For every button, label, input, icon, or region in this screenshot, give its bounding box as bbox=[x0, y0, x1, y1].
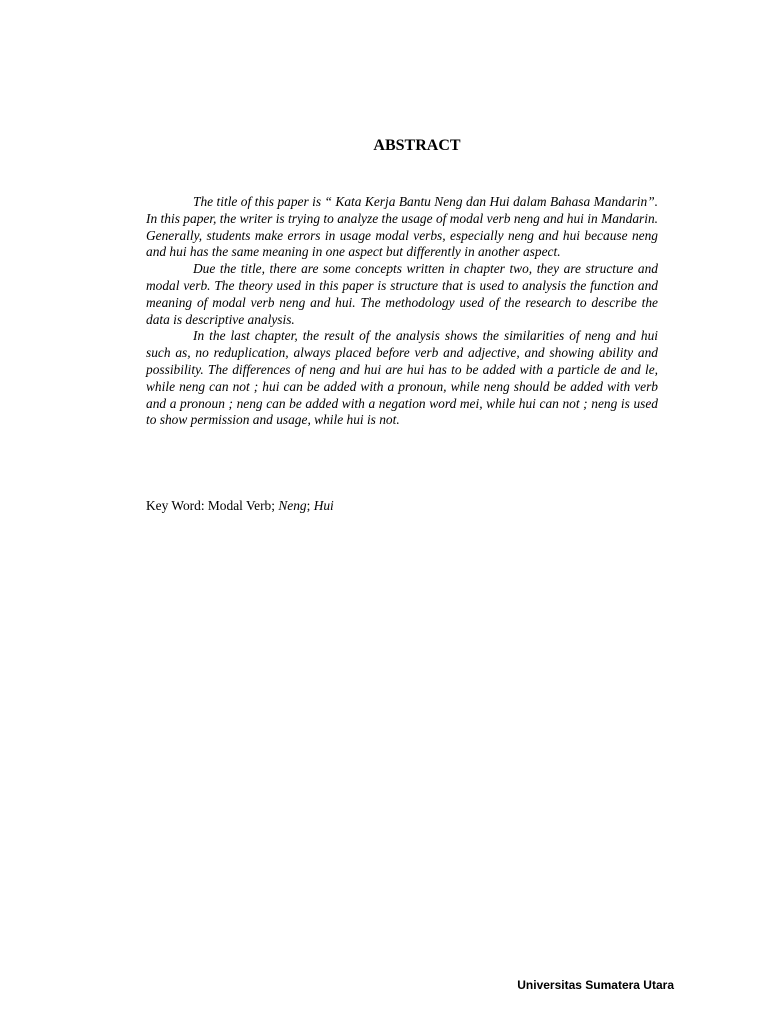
abstract-paragraph-1: The title of this paper is “ Kata Kerja Bantu Neng dan Hui dalam Bahasa Mandarin”. In this paper, the writer is trying to analyze the usage of modal verb neng and hui in Mandarin. Generally, students make errors in usage modal verbs, especially neng and hui because neng and hui has the same meaning in one aspect but differently in another aspect. bbox=[146, 194, 658, 260]
abstract-body bbox=[146, 194, 658, 429]
keywords-label: Key Word: Modal Verb; bbox=[146, 498, 275, 513]
keyword-neng: Neng bbox=[278, 498, 307, 513]
keywords-line bbox=[146, 498, 334, 515]
keyword-separator: ; bbox=[306, 498, 311, 513]
keyword-hui: Hui bbox=[313, 498, 334, 513]
abstract-paragraph-2: Due the title, there are some concepts written in chapter two, they are structure and modal verb. The theory used in this paper is structure that is used to analysis the function and meaning of modal verb neng and hui. The methodology used of the research to describe the data is descriptive analysis. bbox=[146, 261, 658, 327]
university-footer: Universitas Sumatera Utara bbox=[517, 978, 674, 992]
abstract-title: ABSTRACT bbox=[373, 137, 461, 154]
abstract-paragraph-3: In the last chapter, the result of the analysis shows the similarities of neng and hui such as, no reduplication, always placed before verb and adjective, and showing ability and possibility. The differences of neng and hui are hui has to be added with a particle de and le, while neng can not ; hui can be added with a pronoun, while neng should be added with verb and a pronoun ; neng can be added with a negation word mei, while hui can not ; neng is used to show permission and usage, while hui is not. bbox=[146, 328, 658, 428]
